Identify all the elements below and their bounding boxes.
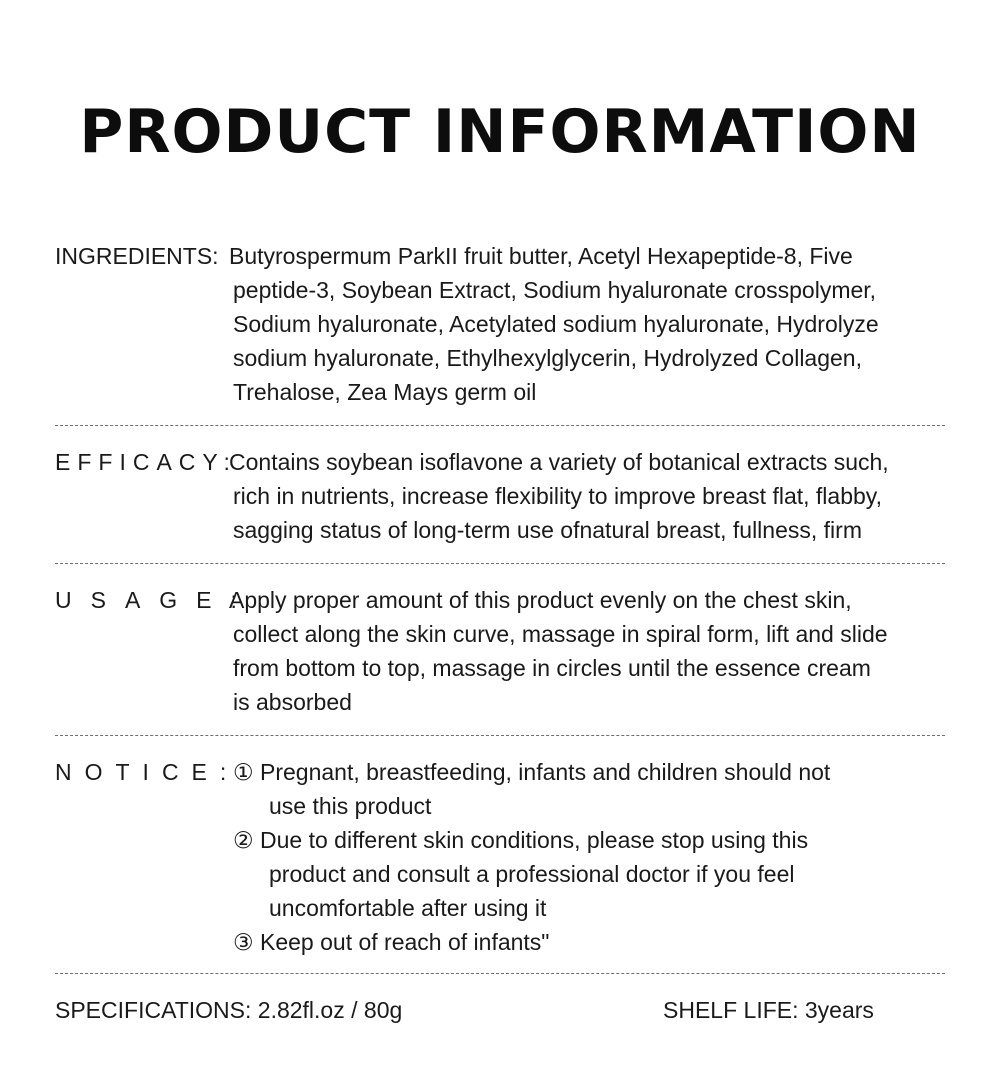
notice-item-1: [233, 755, 953, 823]
ingredients-line: sodium hyaluronate, Ethylhexylglycerin, Hydrolyzed Collagen,: [233, 345, 862, 371]
page-title: [0, 96, 1000, 168]
divider: [55, 973, 945, 974]
notice-line: ② Due to different skin conditions, please stop using this: [233, 827, 809, 853]
notice-line: use this product: [269, 793, 432, 819]
usage-line: collect along the skin curve, massage in spiral form, lift and slide: [233, 621, 888, 647]
shelf-life-label: SHELF LIFE:: [663, 997, 799, 1023]
title-word-product: PRODUCT: [79, 97, 412, 167]
notice-item-2: [233, 823, 953, 925]
notice-line: ① Pregnant, breastfeeding, infants and children should not: [233, 759, 831, 785]
ingredients-line: Sodium hyaluronate, Acetylated sodium hyaluronate, Hydrolyze: [233, 311, 879, 337]
efficacy-line: Contains soybean isoflavone a variety of botanical extracts such,: [229, 449, 889, 475]
specifications: [55, 993, 402, 1027]
efficacy-line: sagging status of long-term use ofnatural breast, fullness, firm: [233, 517, 862, 543]
shelf-life: [663, 993, 874, 1027]
specifications-value: 2.82fl.oz / 80g: [251, 997, 403, 1023]
usage-text: [229, 583, 953, 719]
usage-label: USAGE:: [55, 587, 256, 613]
notice-label: NOTICE:: [55, 759, 240, 785]
ingredients-label: INGREDIENTS:: [55, 243, 219, 269]
title-highlight: [433, 96, 921, 168]
shelf-life-value: 3years: [798, 997, 874, 1023]
divider: [55, 563, 945, 564]
notice-item-3: [233, 925, 953, 959]
notice-list: [233, 755, 953, 959]
ingredients-line: Butyrospermum ParkII fruit butter, Acetyl Hexapeptide-8, Five: [229, 243, 853, 269]
ingredients-line: Trehalose, Zea Mays germ oil: [233, 379, 537, 405]
notice-line: uncomfortable after using it: [269, 895, 547, 921]
notice-line: ③ Keep out of reach of infants": [233, 929, 550, 955]
title-word-information: INFORMATION: [432, 97, 921, 167]
notice-line: product and consult a professional doctor if you feel: [269, 861, 795, 887]
ingredients-text: [229, 239, 953, 409]
efficacy-label: EFFICACY:: [55, 449, 237, 475]
divider: [55, 425, 945, 426]
efficacy-line: rich in nutrients, increase flexibility to improve breast flat, flabby,: [233, 483, 882, 509]
usage-line: is absorbed: [233, 689, 352, 715]
usage-line: Apply proper amount of this product evenly on the chest skin,: [229, 587, 852, 613]
divider: [55, 735, 945, 736]
efficacy-text: [229, 445, 953, 547]
usage-line: from bottom to top, massage in circles until the essence cream: [233, 655, 871, 681]
ingredients-line: peptide-3, Soybean Extract, Sodium hyaluronate crosspolymer,: [233, 277, 877, 303]
specifications-label: SPECIFICATIONS:: [55, 997, 252, 1023]
